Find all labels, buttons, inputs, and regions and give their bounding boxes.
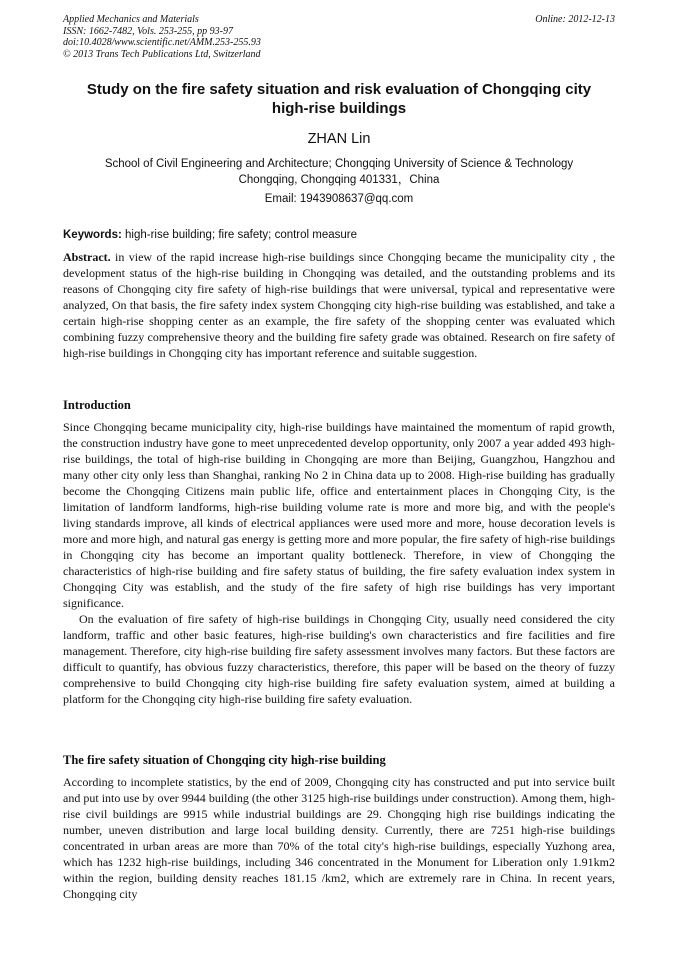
journal-header xyxy=(63,14,615,60)
introduction-body xyxy=(63,419,615,707)
situation-paragraph-1: According to incomplete statistics, by the end of 2009, Chongqing city has constructed and put into service built and put into use by over 9944 building (the other 3125 high-rise buildings under construction). Among them, high-rise civil buildings are 9915 while industrial buildings are 29. Chongqing high rise buildings indicating the number, uneven distribution and large local building density. Currently, there are 7251 high-rise buildings concentrated in urban areas are more than 70% of the total city's high-rise buildings, especially Yuzhong area, which has 1232 high-rise buildings, including 346 concentrated in the Monument for Liberation only 1.91km2 within the region, building density reaches 181.15 /km2, which are extremely rare in China. In recent years, Chongqing city xyxy=(63,775,615,901)
abstract-text: in view of the rapid increase high-rise buildings since Chongqing became the municipality city , the development status of the high-rise building in Chongqing was detailed, and the outstanding problems and its reasons of Chongqing city fire safety of high-rise buildings that were universal, typical and representative were analyzed, On that basis, the fire safety index system Chongqing city high-rise building was established, and take a certain high-rise shopping center as an example, the fire safety of the shopping center was evaluated which combining fuzzy comprehensive theory and the building fire safety grade was obtained. Research on fire safety of high-rise buildings in Chongqing city has important reference and suitable suggestion. xyxy=(63,250,615,360)
title-line-1: Study on the fire safety situation and risk evaluation of Chongqing city xyxy=(86,81,592,98)
issn-line: ISSN: 1662-7482, Vols. 253-255, pp 93-97 xyxy=(63,25,233,37)
keywords-label: Keywords: xyxy=(63,229,122,241)
title-line-2: high-rise buildings xyxy=(271,100,407,117)
abstract-label: Abstract. xyxy=(63,250,111,264)
situation-body xyxy=(63,774,615,902)
copyright-line: © 2013 Trans Tech Publications Ltd, Switzerland xyxy=(63,48,261,60)
paper-title xyxy=(40,80,638,118)
affiliation-line-2: Chongqing, Chongqing 401331，China xyxy=(238,174,440,186)
author-name: ZHAN Lin xyxy=(307,131,371,147)
journal-name: Applied Mechanics and Materials xyxy=(63,14,199,25)
keywords-text: high-rise building; fire safety; control measure xyxy=(125,229,358,241)
doi-line: doi:10.4028/www.scientific.net/AMM.253-255.93 xyxy=(63,37,261,48)
affiliation-line-1: School of Civil Engineering and Architecture; Chongqing University of Science & Technology xyxy=(104,158,574,170)
affiliation xyxy=(40,156,638,188)
introduction-paragraph-1: Since Chongqing became municipality city, high-rise buildings have maintained the momentum of rapid growth, the construction industry have gone to meet unprecedented develop opportunity, only 2007 a year added 493 high-rise buildings, the total of high-rise building in Chongqing are more than Beijing, Guangzhou, Hangzhou and many other city only less than Shanghai, ranking No 2 in China data up to 2008. High-rise building has gradually become the Chongqing Citizens main public life, office and entertainment places in Chongqing City, is the limitation of landform landforms, high-rise building volume rate is more and more big, and with the people's living standards improve, all kinds of electrical appliances were used more and more, house decoration levels is more and more high, and natural gas energy is getting more and more popular, the fire safety of high-rise buildings in Chongqing city has become an important quality bottleneck. Therefore, in view of Chongqing the characteristics of high-rise building and fire safety status of building, the fire safety evaluation index system in Chongqing City was establish, and the study of the fire safety of high rise buildings has very important significance. xyxy=(63,420,615,610)
section-heading-introduction: Introduction xyxy=(63,398,131,412)
abstract xyxy=(63,249,615,361)
author-email: Email: 1943908637@qq.com xyxy=(264,193,414,205)
online-date: Online: 2012-12-13 xyxy=(535,14,615,25)
introduction-paragraph-2: On the evaluation of fire safety of high-rise buildings in Chongqing City, usually need considered the city landform, traffic and other basic features, high-rise building's own characteristics and fire facilities and fire management. Therefore, city high-rise building fire safety assessment involves many factors. But these factors are difficult to quantify, has obvious fuzzy characteristics, therefore, this paper will be based on the theory of fuzzy comprehensive to build Chongqing city high-rise building fire safety evaluation system, aimed at building a platform for the Chongqing city high-rise building fire safety evaluation. xyxy=(63,612,615,706)
keywords xyxy=(63,229,615,241)
section-heading-situation: The fire safety situation of Chongqing city high-rise building xyxy=(63,753,386,767)
